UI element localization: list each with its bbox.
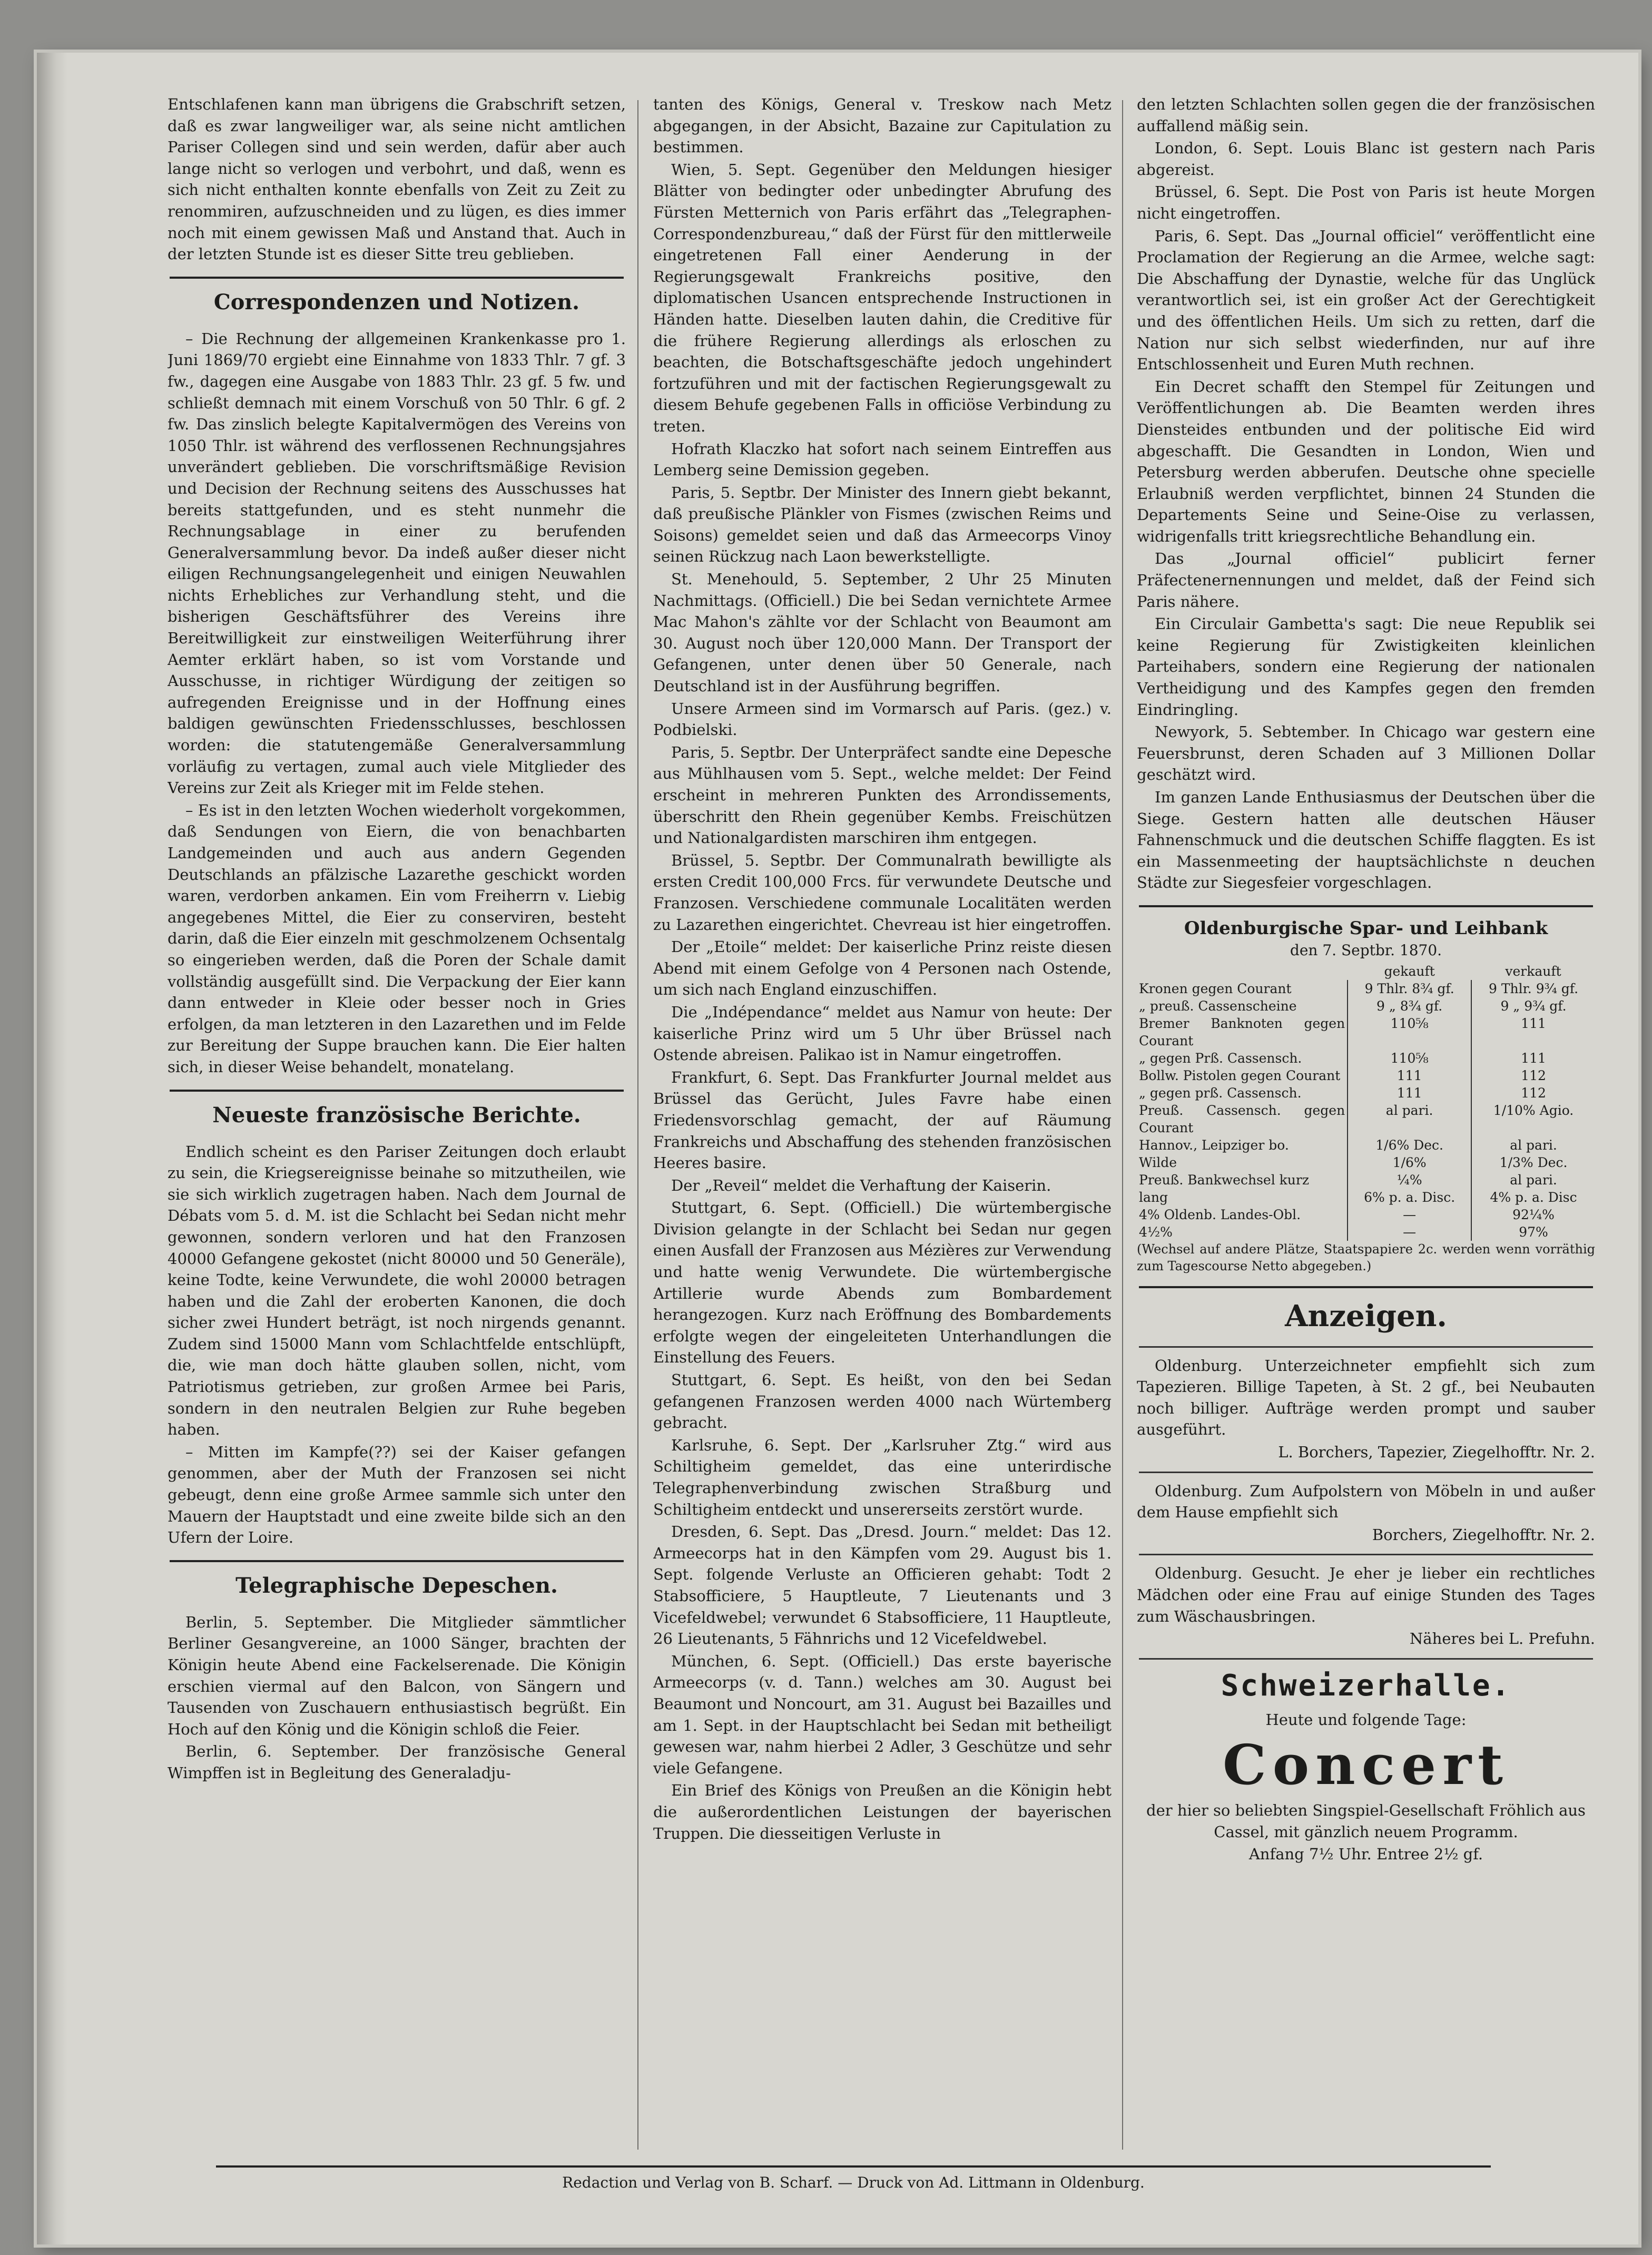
concert-description: der hier so beliebten Singspiel-Gesellschaft Fröhlich aus Cassel, mit gänzlich neuem Programm. bbox=[1146, 1801, 1586, 1841]
currency-name: lang bbox=[1139, 1189, 1168, 1205]
article-paragraph: Endlich scheint es den Pariser Zeitungen doch erlaubt zu sein, die Kriegsereignisse beinahe so mitzutheilen, wie sie sich wirklich zugetragen haben. Nach dem Journal de Débats vom 5. d. M. ist die Schlacht bei Sedan nicht mehr gewonnen, sondern verloren und hat den Franzosen 40000 Gefangene gekostet (nicht 80000 und 50 Generäle), keine Todte, keine Verwundete, die wohl 20000 betragen haben und die Zahl der eroberten Kanonen, die doch sicher zwei Hundert beträgt, ist noch nirgends genannt. Zudem sind 15000 Mann vom Schlachtfelde entschlüpft, die, wie man doch hätte glauben sollen, nicht, vom Patriotismus getrieben, zur großen Armee bei Paris, sondern in den neutralen Belgien zur Ruhe begeben haben. bbox=[168, 1142, 626, 1439]
sell-rate: 112 bbox=[1471, 1067, 1595, 1084]
currency-name: „ gegen Prß. Cassensch. bbox=[1139, 1050, 1302, 1066]
currency-name: Bollw. Pistolen gegen Courant bbox=[1139, 1067, 1341, 1083]
dispatch-paragraph: Ein Circulair Gambetta's sagt: Die neue Republik sei keine Regierung für Zwistigkeiten kleinlichen Parteihabers, sondern eine Regierung der nationalen Vertheidigung und des Kampfes gegen den fremden Eindringling. bbox=[1137, 615, 1595, 719]
table-row bbox=[1137, 1015, 1595, 1050]
concert-title: Concert bbox=[1222, 1732, 1510, 1798]
dispatch-paragraph: München, 6. Sept. (Officiell.) Das erste bayerische Armeecorps (v. d. Tann.) welches am 30. August bei Beaumont und Noncourt, am 31. August bei Bazailles und am 1. Sept. in der Hauptschlacht bei Sedan mit betheiligt gewesen war, nahm hierbei 2 Adler, 3 Geschütze und sehr viele Gefangene. bbox=[653, 1652, 1112, 1777]
bank-title: Oldenburgische Spar- und Leihbank bbox=[1184, 917, 1548, 939]
ad-divider bbox=[1139, 1346, 1593, 1348]
advertisement-text: Oldenburg. Unterzeichneter empfiehlt sich zum Tapezieren. Billige Tapeten, à St. 2 gf., bei Neubauten noch billiger. Aufträge werden prompt und sauber ausgeführt. bbox=[1137, 1356, 1595, 1439]
table-row bbox=[1137, 997, 1595, 1015]
currency-name: Wilde bbox=[1139, 1154, 1177, 1170]
buy-rate: — bbox=[1348, 1223, 1471, 1241]
table-row bbox=[1137, 980, 1595, 997]
column-left bbox=[168, 94, 626, 2054]
section-divider bbox=[1139, 1286, 1593, 1288]
dispatch-paragraph: St. Menehould, 5. September, 2 Uhr 25 Minuten Nachmittags. (Officiell.) Die bei Sedan vernichtete Armee Mac Mahon's zählte vor der Schlacht von Beaumont am 30. August noch über 120,000 Mann. Der Transport der Gefangenen, unter denen über 50 Generale, nach Deutschland ist in der Ausführung begriffen. bbox=[653, 570, 1112, 695]
sell-rate: 9 Thlr. 9¾ gf. bbox=[1471, 980, 1595, 997]
sell-rate: 4% p. a. Disc bbox=[1471, 1189, 1595, 1206]
article-continuation: Entschlafenen kann man übrigens die Grabschrift setzen, daß es zwar langweiliger war, als seine nicht amtlichen Pariser Collegen sind und sein werden, dafür aber auch lange nicht so verlogen und verbohrt, und daß, wenn es sich nicht enthalten konnte ebenfalls von Zeit zu Zeit zu renommiren, aufzuschneiden und zu lügen, es dies immer noch mit einem gewissen Maß und Anstand that. Auch in der letzten Stunde ist es dieser Sitte treu geblieben. bbox=[168, 95, 626, 263]
currency-name: Kronen gegen Courant bbox=[1139, 981, 1292, 996]
sell-rate: 111 bbox=[1471, 1015, 1595, 1050]
section-divider bbox=[170, 277, 624, 279]
dispatch-paragraph: Brüssel, 5. Septbr. Der Communalrath bewilligte als ersten Credit 100,000 Frcs. für verwundete Deutsche und Franzosen. Verschiedene communale Localitäten werden zu Lazarethen eingerichtet. Chevreau ist hier eingetroffen. bbox=[653, 851, 1112, 934]
buy-rate: 9 „ 8¾ gf. bbox=[1348, 997, 1471, 1015]
article-paragraph: – Mitten im Kampfe(??) sei der Kaiser gefangen genommen, aber der Muth der Franzosen sei nicht gebeugt, denn eine große Armee sammle sich unter den Mauern der Hauptstadt und eine zweite bilde sich an den Ufern der Loire. bbox=[168, 1443, 626, 1547]
section-divider bbox=[170, 1090, 624, 1092]
ad-divider bbox=[1139, 1658, 1593, 1660]
buy-rate: 110⅝ bbox=[1348, 1015, 1471, 1050]
advertisement-signature: Näheres bei L. Prefuhn. bbox=[1409, 1630, 1595, 1648]
dispatch-paragraph: Im ganzen Lande Enthusiasmus der Deutschen über die Siege. Gestern hatten alle deutschen Häuser Fahnenschmuck und die deutschen Schiffe flaggten. Es ist ein Massenmeeting der hauptsächlichste n deuchen Städte zur Siegesfeier vorgeschlagen. bbox=[1137, 788, 1595, 892]
dispatch-paragraph: Newyork, 5. Sebtember. In Chicago war gestern eine Feuersbrunst, deren Schaden auf 3 Millionen Dollar geschätzt wird. bbox=[1137, 723, 1595, 784]
column-header: gekauft bbox=[1384, 963, 1435, 979]
table-row bbox=[1137, 1067, 1595, 1084]
sell-rate: 9 „ 9¾ gf. bbox=[1471, 997, 1595, 1015]
section-divider bbox=[1139, 905, 1593, 907]
page-footer: Redaction und Verlag von B. Scharf. — Druck von Ad. Littmann in Oldenburg. bbox=[216, 2165, 1491, 2191]
dispatch-paragraph: Paris, 5. Septbr. Der Unterpräfect sandte eine Depesche aus Mühlhausen vom 5. Sept., welche meldet: Der Feind erscheint in mehreren Punkten des Arrondissements, überschritt den Rhein gegenüber Kembs. Freischützen und Nationalgardisten marschiren ihm entgegen. bbox=[653, 743, 1112, 847]
buy-rate: 1/6% Dec. bbox=[1348, 1136, 1471, 1154]
concert-time: Anfang 7½ Uhr. Entree 2½ gf. bbox=[1248, 1845, 1483, 1864]
dispatch-paragraph: Berlin, 6. September. Der französische General Wimpffen ist in Begleitung des Generaladju- bbox=[168, 1742, 626, 1782]
dispatch-paragraph: Ein Brief des Königs von Preußen an die Königin hebt die außerordentlichen Leistungen der bayerischen Truppen. Die diesseitigen Verluste in bbox=[653, 1781, 1112, 1842]
currency-name: 4% Oldenb. Landes-Obl. bbox=[1139, 1207, 1301, 1222]
article-paragraph: – Die Rechnung der allgemeinen Krankenkasse pro 1. Juni 1869/70 ergiebt eine Einnahme von 1833 Thlr. 7 gf. 3 fw., dagegen eine Ausgabe von 1883 Thlr. 23 gf. 5 fw. und schließt demnach mit einem Vorschuß von 50 Thlr. 6 gf. 2 fw. Das zinslich belegte Kapitalvermögen des Vereins von 1050 Thlr. ist während des verflossenen Rechnungsjahres unverändert geblieben. Die vorschriftsmäßige Revision und Decision der Rechnung seitens des Ausschusses hat bereits stattgefunden, und es steht nunmehr die Rechnungsablage in einer zu berufenden Generalversammlung bevor. Da indeß außer dieser nicht eiligen Rechnungsangelegenheit und einigen Neuwahlen nichts Erhebliches zur Verhandlung steht, und die bisherigen Geschäftsführer des Vereins ihre Bereitwilligkeit zur einstweiligen Weiterführung ihrer Aemter erklärt haben, so ist vom Vorstande und Ausschusse, in richtiger Würdigung der zeitigen so aufregenden Ereignisse und in der Hoffnung eines baldigen gewünschten Friedensschlusses, beschlossen worden: die statutengemäße Generalversammlung vorläufig zu vertagen, zumal auch viele Mitglieder des Vereins zur Zeit als Krieger mit im Felde stehen. bbox=[168, 329, 626, 797]
dispatch-paragraph: Berlin, 5. September. Die Mitglieder sämmtlicher Berliner Gesangvereine, an 1000 Sänger, brachten der Königin heute Abend eine Fackelserenade. Die Königin erschien viermal auf den Balcon, von Sängern und Tausenden von Zuschauern enthusiastisch begrüßt. Ein Hoch auf den König und die Königin schloß die Feier. bbox=[168, 1613, 626, 1738]
venue-name: Schweizerhalle. bbox=[1221, 1668, 1511, 1703]
table-row bbox=[1137, 1136, 1595, 1154]
sell-rate: 92¼% bbox=[1471, 1206, 1595, 1223]
ad-divider bbox=[1139, 1472, 1593, 1473]
section-heading: Telegraphische Depeschen. bbox=[235, 1573, 558, 1598]
sell-rate: al pari. bbox=[1471, 1171, 1595, 1189]
newspaper-page bbox=[37, 53, 1638, 2244]
dispatch-paragraph: den letzten Schlachten sollen gegen die der französischen auffallend mäßig sein. bbox=[1137, 95, 1595, 135]
buy-rate: — bbox=[1348, 1206, 1471, 1223]
buy-rate: 9 Thlr. 8¾ gf. bbox=[1348, 980, 1471, 997]
advertisement-text: Oldenburg. Zum Aufpolstern von Möbeln in und außer dem Hause empfiehlt sich bbox=[1137, 1482, 1595, 1522]
dispatch-paragraph: Das „Journal officiel“ publicirt ferner Präfectenernennungen und meldet, daß der Feind sich Paris nähere. bbox=[1137, 550, 1595, 611]
ads-heading: Anzeigen. bbox=[1285, 1298, 1447, 1334]
sell-rate: 1/10% Agio. bbox=[1471, 1102, 1595, 1136]
dispatch-paragraph: Dresden, 6. Sept. Das „Dresd. Journ.“ meldet: Das 12. Armeecorps hat in den Kämpfen vom 29. August bis 1. Sept. folgende Verluste an Officieren gehabt: Todt 2 Stabsofficiere, 5 Hauptleute, 7 Lieutenants und 3 Vicefeldwebel; verwundet 6 Stabsofficiere, 11 Hauptleute, 26 Lieutenants, 5 Fähnrichs und 12 Vicefeldwebel. bbox=[653, 1523, 1112, 1648]
table-row bbox=[1137, 1050, 1595, 1067]
dispatch-paragraph: Der „Etoile“ meldet: Der kaiserliche Prinz reiste diesen Abend mit einem Gefolge von 4 Personen nach Ostende, um sich nach England einzuschiffen. bbox=[653, 938, 1112, 999]
currency-name: Preuß. Cassensch. gegen Courant bbox=[1139, 1102, 1345, 1135]
dispatch-paragraph: London, 6. Sept. Louis Blanc ist gestern nach Paris abgereist. bbox=[1137, 139, 1595, 179]
dispatch-paragraph: Paris, 6. Sept. Das „Journal officiel“ veröffentlicht eine Proclamation der Regierung an die Armee, welche sagt: Die Abschaffung der Dynastie, welche für das Unglück verantwortlich sei, ist ein großer Act der Gerechtigkeit und des öffentlichen Heils. Um sich zu retten, darf die Nation nur sich selbst wiederfinden, nur auf ihre Entschlossenheit und Euren Muth rechnen. bbox=[1137, 227, 1595, 374]
buy-rate: 111 bbox=[1348, 1067, 1471, 1084]
table-row bbox=[1137, 1171, 1595, 1189]
buy-rate: 111 bbox=[1348, 1084, 1471, 1102]
advertisement-signature: L. Borchers, Tapezier, Ziegelhofftr. Nr. 2. bbox=[1278, 1443, 1595, 1461]
article-paragraph: – Es ist in den letzten Wochen wiederholt vorgekommen, daß Sendungen von Eiern, die von benachbarten Landgemeinden und auch aus andern Gegenden Deutschlands an pfälzische Lazarethe geschickt worden waren, verdorben ankamen. Ein vom Freiherrn v. Liebig angegebenes Mittel, die Eier zu conserviren, besteht darin, daß die Eier einzeln mit geschmolzenem Ochsentalg so eingerieben werden, daß die Poren der Schale damit vollständig ausgefüllt sind. Die Verpackung der Eier kann dann entweder in Kleie oder besser noch in Gries erfolgen, da man letzteren in den Lazarethen und im Felde zur Bereitung der Suppe brauchen kann. Die Eier halten sich, in dieser Weise behandelt, monatelang. bbox=[168, 801, 626, 1076]
currency-name: Hannov., Leipziger bo. bbox=[1139, 1137, 1289, 1153]
column-header: verkauft bbox=[1505, 963, 1561, 979]
table-row bbox=[1137, 1102, 1595, 1136]
column-right bbox=[1137, 94, 1595, 2180]
buy-rate: ¼% bbox=[1348, 1171, 1471, 1189]
bank-footnote: (Wechsel auf andere Plätze, Staatspapiere 2c. werden wenn vorräthig zum Tagescourse Netto abgegeben.) bbox=[1137, 1241, 1595, 1273]
column-divider bbox=[1122, 100, 1123, 2150]
currency-name: Preuß. Bankwechsel kurz bbox=[1139, 1172, 1310, 1188]
currency-name: „ preuß. Cassenscheine bbox=[1139, 998, 1297, 1014]
table-row bbox=[1137, 1154, 1595, 1171]
bank-date: den 7. Septbr. 1870. bbox=[1290, 941, 1442, 959]
dispatch-paragraph: Paris, 5. Septbr. Der Minister des Innern giebt bekannt, daß preußische Plänkler von Fismes (zwischen Reims und Soisons) gemeldet seien und daß das Armeecorps Vinoy seinen Rückzug nach Laon bewerkstelligte. bbox=[653, 483, 1112, 566]
dispatch-paragraph: Frankfurt, 6. Sept. Das Frankfurter Journal meldet aus Brüssel das Gerücht, Jules Favre habe einen Friedensvorschlag gemacht, der auf Räumung Frankreichs und Abschaffung des stehenden französischen Heeres basire. bbox=[653, 1068, 1112, 1172]
section-heading: Neueste französische Berichte. bbox=[212, 1102, 581, 1128]
table-row bbox=[1137, 1084, 1595, 1102]
sell-rate: 1/3% Dec. bbox=[1471, 1154, 1595, 1171]
dispatch-paragraph: tanten des Königs, General v. Treskow nach Metz abgegangen, in der Absicht, Bazaine zur Capitulation zu bestimmen. bbox=[653, 95, 1112, 156]
sell-rate: 97% bbox=[1471, 1223, 1595, 1241]
venue-days: Heute und folgende Tage: bbox=[1265, 1710, 1467, 1729]
dispatch-paragraph: Hofrath Klaczko hat sofort nach seinem Eintreffen aus Lemberg seine Demission gegeben. bbox=[653, 439, 1112, 479]
sell-rate: 111 bbox=[1471, 1050, 1595, 1067]
section-heading: Correspondenzen und Notizen. bbox=[213, 289, 580, 315]
advertisement-signature: Borchers, Ziegelhofftr. Nr. 2. bbox=[1372, 1525, 1595, 1544]
advertisement-text: Oldenburg. Gesucht. Je eher je lieber ein rechtliches Mädchen oder eine Frau auf einige Stunden des Tages zum Wäschausbringen. bbox=[1137, 1564, 1595, 1625]
dispatch-paragraph: Brüssel, 6. Sept. Die Post von Paris ist heute Morgen nicht eingetroffen. bbox=[1137, 183, 1595, 222]
currency-name: Bremer Banknoten gegen Courant bbox=[1139, 1015, 1345, 1048]
buy-rate: 110⅝ bbox=[1348, 1050, 1471, 1067]
dispatch-paragraph: Karlsruhe, 6. Sept. Der „Karlsruher Ztg.“ wird aus Schiltigheim gemeldet, das eine unterirdische Telegraphenverbindung zwischen Straßburg und Schiltigheim entdeckt und unsererseits zerstört wurde. bbox=[653, 1436, 1112, 1518]
table-row bbox=[1137, 1206, 1595, 1223]
dispatch-paragraph: Stuttgart, 6. Sept. (Officiell.) Die würtembergische Division gelangte in der Schlacht bei Sedan nur gegen einen Ausfall der Franzosen aus Mézières zur Verwendung und hatte wenig Verwundete. Die würtembergische Artillerie wurde Abends zum Bombardement herangezogen. Kurz nach Eröffnung des Bombardements erfolgte wegen der eingeleiteten Unterhandlungen die Einstellung des Feuers. bbox=[653, 1199, 1112, 1367]
table-row bbox=[1137, 1189, 1595, 1206]
column-middle bbox=[653, 94, 1112, 2180]
dispatch-paragraph: Ein Decret schafft den Stempel für Zeitungen und Veröffentlichungen ab. Die Beamten werden ihres Diensteides entbunden und der politische Eid wird abgeschafft. Die Gesandten in London, Wien und Petersburg werden abberufen. Deutsche ohne specielle Erlaubniß werden verpflichtet, binnen 24 Stunden die Departements Seine und Seine-Oise zu verlassen, widrigenfalls tritt kriegsrechtliche Behandlung ein. bbox=[1137, 377, 1595, 545]
buy-rate: 1/6% bbox=[1348, 1154, 1471, 1171]
table-row bbox=[1137, 1223, 1595, 1241]
table-header-row bbox=[1137, 963, 1595, 980]
currency-name: „ gegen prß. Cassensch. bbox=[1139, 1085, 1302, 1101]
section-divider bbox=[170, 1560, 624, 1562]
dispatch-paragraph: Stuttgart, 6. Sept. Es heißt, von den bei Sedan gefangenen Franzosen werden 4000 nach Würtemberg gebracht. bbox=[653, 1371, 1112, 1432]
exchange-rate-table bbox=[1137, 963, 1595, 1241]
currency-name: 4½% bbox=[1139, 1224, 1173, 1240]
sell-rate: 112 bbox=[1471, 1084, 1595, 1102]
buy-rate: 6% p. a. Disc. bbox=[1348, 1189, 1471, 1206]
page-edge-shadow bbox=[37, 53, 67, 2244]
sell-rate: al pari. bbox=[1471, 1136, 1595, 1154]
dispatch-paragraph: Unsere Armeen sind im Vormarsch auf Paris. (gez.) v. Podbielski. bbox=[653, 699, 1112, 739]
dispatch-paragraph: Der „Reveil“ meldet die Verhaftung der Kaiserin. bbox=[671, 1176, 1051, 1194]
ad-divider bbox=[1139, 1554, 1593, 1555]
dispatch-paragraph: Die „Indépendance“ meldet aus Namur von heute: Der kaiserliche Prinz wird um 5 Uhr über Brüssel nach Ostende abreisen. Palikao ist in Namur eingetroffen. bbox=[653, 1003, 1112, 1064]
buy-rate: al pari. bbox=[1348, 1102, 1471, 1136]
dispatch-paragraph: Wien, 5. Sept. Gegenüber den Meldungen hiesiger Blätter von bedingter oder unbedingter Abrufung des Fürsten Metternich von Paris erfährt das „Telegraphen-Correspondenzbureau,“ daß der Fürst für den mittlerweile eingetretenen Fall einer Aenderung in der Regierungsgewalt Frankreichs positive, den diplomatischen Usancen entsprechende Instructionen in Händen hatte. Dieselben lauten dahin, die Creditive für die frühere Regierung allerdings als erloschen zu beachten, die Botschaftsgeschäfte jedoch ungehindert fortzuführen und mit der factischen Regierungsgewalt zu diesem Behufe gegebenen Falls in officiöse Verbindung zu treten. bbox=[653, 160, 1112, 435]
column-divider bbox=[637, 100, 638, 2150]
